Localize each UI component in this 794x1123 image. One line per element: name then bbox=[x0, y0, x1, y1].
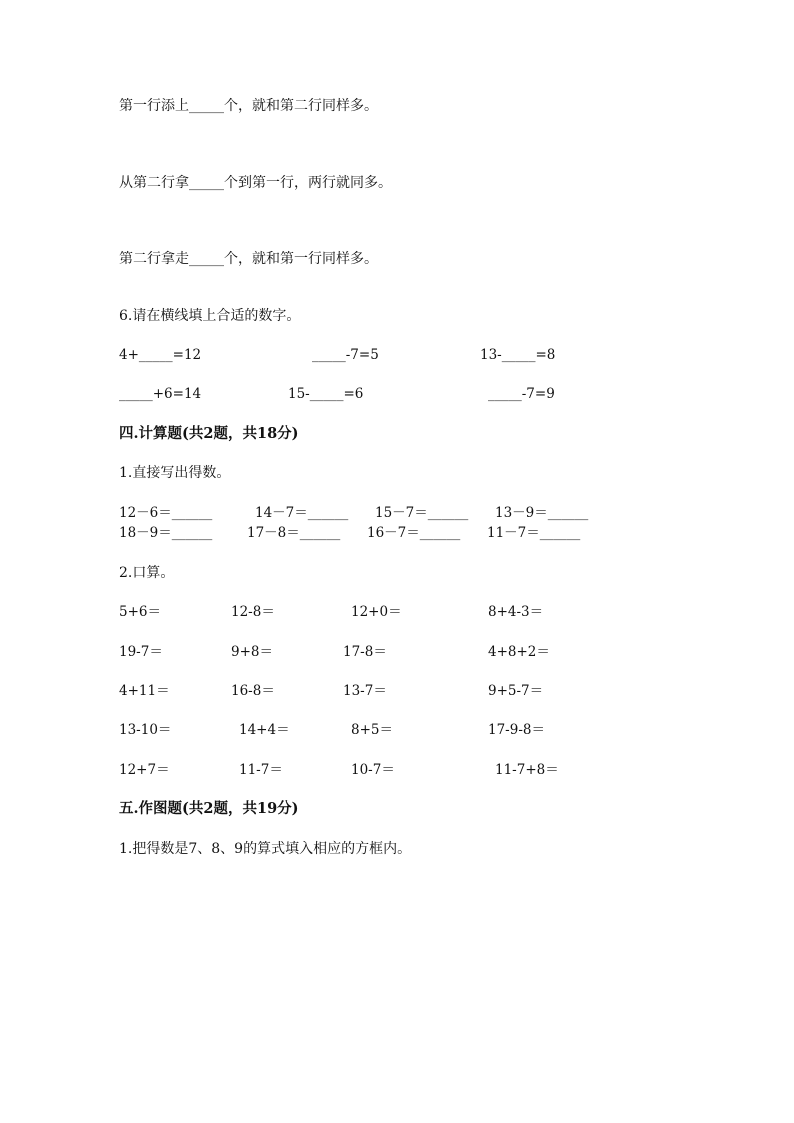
q6-row2-item2: 15-_____=6 bbox=[288, 386, 364, 402]
section5-heading: 五.作图题(共2题，共19分) bbox=[119, 800, 299, 817]
fill-in-line-1: 第一行添上_____个，就和第二行同样多。 bbox=[119, 98, 378, 114]
oral-r4-c3: 8+5＝ bbox=[351, 722, 393, 738]
section5-q1-title: 1.把得数是7、8、9的算式填入相应的方框内。 bbox=[119, 841, 412, 857]
q6-title: 6.请在横线填上合适的数字。 bbox=[119, 308, 301, 324]
oral-r4-c2: 14+4＝ bbox=[239, 722, 290, 738]
oral-r5-c4: 11-7+8＝ bbox=[495, 762, 559, 778]
calc-row1-item1: 12－6＝______ bbox=[119, 505, 213, 521]
section4-q2-title: 2.口算。 bbox=[119, 565, 175, 581]
oral-r4-c4: 17-9-8＝ bbox=[488, 722, 545, 738]
section4-q1-title: 1.直接写出得数。 bbox=[119, 465, 231, 481]
q6-row1-item2: _____-7=5 bbox=[312, 347, 379, 363]
oral-r1-c2: 12-8＝ bbox=[231, 604, 275, 620]
oral-r3-c2: 16-8＝ bbox=[231, 683, 275, 699]
calc-row1-item4: 13－9＝______ bbox=[495, 505, 589, 521]
oral-r3-c4: 9+5-7＝ bbox=[488, 683, 544, 699]
oral-r1-c3: 12+0＝ bbox=[351, 604, 402, 620]
section4-heading: 四.计算题(共2题，共18分) bbox=[119, 425, 299, 442]
calc-row1-item3: 15－7＝______ bbox=[375, 505, 469, 521]
oral-r5-c3: 10-7＝ bbox=[351, 762, 395, 778]
oral-r2-c1: 19-7＝ bbox=[119, 644, 163, 660]
q6-row1-item3: 13-_____=8 bbox=[480, 347, 556, 363]
oral-r5-c1: 12+7＝ bbox=[119, 762, 170, 778]
fill-in-line-2: 从第二行拿_____个到第一行，两行就同多。 bbox=[119, 175, 392, 191]
oral-r2-c4: 4+8+2＝ bbox=[488, 644, 550, 660]
oral-r1-c4: 8+4-3＝ bbox=[488, 604, 544, 620]
calc-row1-item2: 14－7＝______ bbox=[255, 505, 349, 521]
oral-r2-c2: 9+8＝ bbox=[231, 644, 273, 660]
oral-r3-c1: 4+11＝ bbox=[119, 683, 170, 699]
fill-in-line-3: 第二行拿走_____个，就和第一行同样多。 bbox=[119, 251, 378, 267]
oral-r1-c1: 5+6＝ bbox=[119, 604, 161, 620]
oral-r5-c2: 11-7＝ bbox=[239, 762, 283, 778]
calc-row2-item4: 11－7＝______ bbox=[487, 525, 581, 541]
q6-row1-item1: 4+_____=12 bbox=[119, 347, 202, 363]
oral-r3-c3: 13-7＝ bbox=[343, 683, 387, 699]
calc-row2-item3: 16－7＝______ bbox=[367, 525, 461, 541]
oral-r2-c3: 17-8＝ bbox=[343, 644, 387, 660]
calc-row2-item1: 18－9＝______ bbox=[119, 525, 213, 541]
q6-row2-item1: _____+6=14 bbox=[119, 386, 202, 402]
oral-r4-c1: 13-10＝ bbox=[119, 722, 172, 738]
q6-row2-item3: _____-7=9 bbox=[488, 386, 555, 402]
calc-row2-item2: 17－8＝______ bbox=[247, 525, 341, 541]
